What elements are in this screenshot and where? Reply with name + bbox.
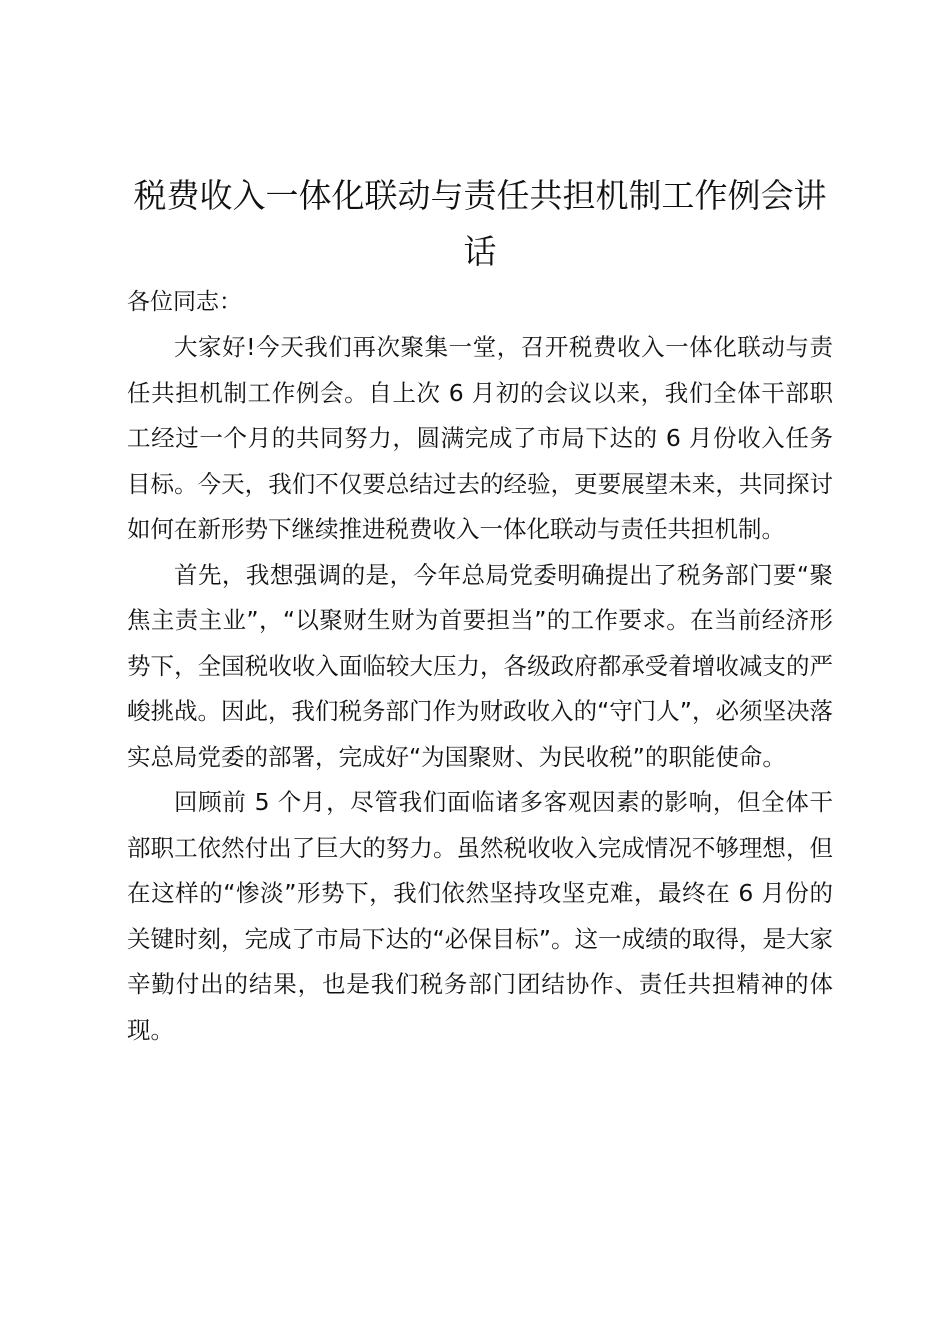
- paragraph-3: 回顾前 5 个月，尽管我们面临诸多客观因素的影响，但全体干部职工依然付出了巨大的努力。虽然税收收入完成情况不够理想，但在这样的“惨淡”形势下，我们依然坚持攻坚克难，最终在 6 月份的关键时刻，完成了市局下达的“必保目标”。这一成绩的取得，是大家辛勤付出的结果，也是我们税务部门团结协作、责任共担精神的体现。: [127, 788, 833, 1044]
- document-body: [127, 168, 833, 1053]
- paragraph-1: 大家好!今天我们再次聚集一堂，召开税费收入一体化联动与责任共担机制工作例会。自上次 6 月初的会议以来，我们全体干部职工经过一个月的共同努力，圆满完成了市局下达的 6 月份收入任务目标。今天，我们不仅要总结过去的经验，更要展望未来，共同探讨如何在新形势下继续推进税费收入一体化联动与责任共担机制。: [127, 333, 833, 543]
- salutation: 各位同志：: [127, 289, 242, 315]
- document-title: 税费收入一体化联动与责任共担机制工作例会讲话: [133, 176, 827, 271]
- paragraph-2: 首先，我想强调的是，今年总局党委明确提出了税务部门要“聚焦主责主业”，“以聚财生财为首要担当”的工作要求。在当前经济形势下，全国税收收入面临较大压力，各级政府都承受着增收减支的严峻挑战。因此，我们税务部门作为财政收入的“守门人”，必须坚决落实总局党委的部署，完成好“为国聚财、为民收税”的职能使命。: [127, 560, 833, 771]
